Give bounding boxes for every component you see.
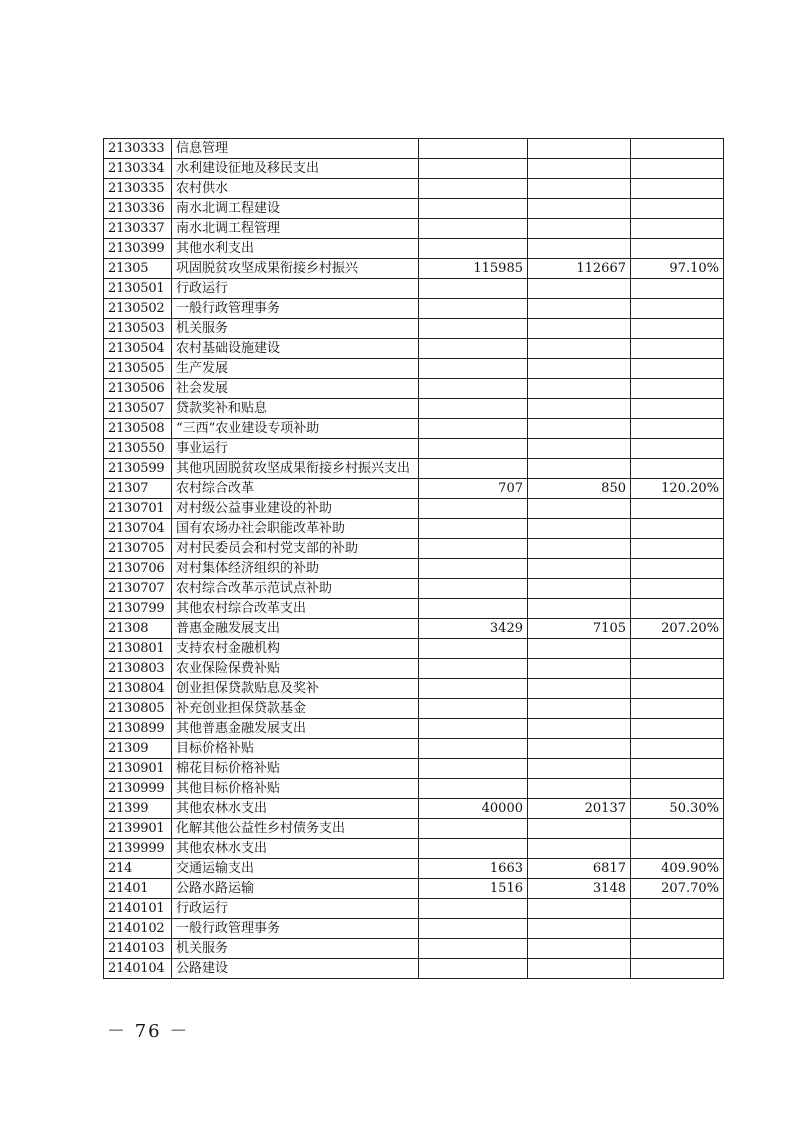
percent-cell [631, 439, 724, 459]
percent-cell [631, 779, 724, 799]
code-cell: 2130706 [104, 559, 172, 579]
name-cell: 贷款奖补和贴息 [172, 399, 419, 419]
value-cell [528, 579, 631, 599]
percent-cell: 207.20% [631, 619, 724, 639]
percent-cell [631, 199, 724, 219]
table-row [104, 519, 724, 539]
value-cell: 1516 [419, 879, 528, 899]
code-cell: 2130803 [104, 659, 172, 679]
percent-cell [631, 459, 724, 479]
value-cell [528, 459, 631, 479]
table-row [104, 919, 724, 939]
percent-cell [631, 599, 724, 619]
value-cell [419, 419, 528, 439]
table-row [104, 559, 724, 579]
table-row [104, 839, 724, 859]
value-cell [528, 179, 631, 199]
code-cell: 2130501 [104, 279, 172, 299]
table-row [104, 219, 724, 239]
name-cell: 目标价格补贴 [172, 739, 419, 759]
percent-cell: 207.70% [631, 879, 724, 899]
code-cell: 21309 [104, 739, 172, 759]
table-row [104, 859, 724, 879]
percent-cell [631, 299, 724, 319]
table-row [104, 459, 724, 479]
percent-cell [631, 659, 724, 679]
value-cell: 115985 [419, 259, 528, 279]
code-cell: 2130801 [104, 639, 172, 659]
percent-cell [631, 739, 724, 759]
value-cell [528, 419, 631, 439]
budget-table-body [104, 139, 724, 979]
name-cell: 其他农林水支出 [172, 839, 419, 859]
value-cell: 40000 [419, 799, 528, 819]
name-cell: 巩固脱贫攻坚成果衔接乡村振兴 [172, 259, 419, 279]
name-cell: 信息管理 [172, 139, 419, 159]
value-cell [528, 359, 631, 379]
value-cell [528, 759, 631, 779]
name-cell: 公路建设 [172, 959, 419, 979]
value-cell [419, 939, 528, 959]
code-cell: 2130337 [104, 219, 172, 239]
value-cell [419, 359, 528, 379]
value-cell [419, 179, 528, 199]
table-row [104, 359, 724, 379]
value-cell [419, 159, 528, 179]
table-row [104, 659, 724, 679]
value-cell [528, 739, 631, 759]
value-cell [419, 239, 528, 259]
value-cell [528, 219, 631, 239]
code-cell: 2130707 [104, 579, 172, 599]
percent-cell [631, 839, 724, 859]
code-cell: 2130506 [104, 379, 172, 399]
table-row [104, 419, 724, 439]
name-cell: 南水北调工程建设 [172, 199, 419, 219]
value-cell [419, 539, 528, 559]
value-cell [528, 719, 631, 739]
code-cell: 2130799 [104, 599, 172, 619]
value-cell [528, 639, 631, 659]
value-cell [528, 279, 631, 299]
percent-cell [631, 679, 724, 699]
percent-cell [631, 139, 724, 159]
name-cell: 农村供水 [172, 179, 419, 199]
percent-cell [631, 939, 724, 959]
percent-cell [631, 719, 724, 739]
name-cell: 其他目标价格补贴 [172, 779, 419, 799]
code-cell: 2139901 [104, 819, 172, 839]
percent-cell [631, 899, 724, 919]
value-cell [419, 759, 528, 779]
value-cell [419, 779, 528, 799]
table-row [104, 199, 724, 219]
value-cell [419, 499, 528, 519]
table-row [104, 739, 724, 759]
percent-cell [631, 559, 724, 579]
code-cell: 2130804 [104, 679, 172, 699]
value-cell [528, 899, 631, 919]
percent-cell [631, 379, 724, 399]
value-cell [419, 199, 528, 219]
name-cell: 事业运行 [172, 439, 419, 459]
value-cell: 850 [528, 479, 631, 499]
code-cell: 2130705 [104, 539, 172, 559]
table-row [104, 379, 724, 399]
table-row [104, 259, 724, 279]
value-cell [528, 819, 631, 839]
value-cell [419, 639, 528, 659]
percent-cell [631, 539, 724, 559]
name-cell: 水利建设征地及移民支出 [172, 159, 419, 179]
table-row [104, 939, 724, 959]
code-cell: 2130508 [104, 419, 172, 439]
value-cell: 707 [419, 479, 528, 499]
percent-cell [631, 519, 724, 539]
name-cell: 支持农村金融机构 [172, 639, 419, 659]
value-cell [419, 519, 528, 539]
name-cell: 对村集体经济组织的补助 [172, 559, 419, 579]
percent-cell [631, 219, 724, 239]
code-cell: 21399 [104, 799, 172, 819]
percent-cell [631, 179, 724, 199]
percent-cell [631, 759, 724, 779]
code-cell: 2130505 [104, 359, 172, 379]
value-cell [419, 439, 528, 459]
value-cell: 6817 [528, 859, 631, 879]
table-row [104, 299, 724, 319]
value-cell [419, 459, 528, 479]
name-cell: 南水北调工程管理 [172, 219, 419, 239]
table-row [104, 579, 724, 599]
value-cell [419, 839, 528, 859]
table-row [104, 179, 724, 199]
name-cell: 生产发展 [172, 359, 419, 379]
value-cell [528, 519, 631, 539]
name-cell: 棉花目标价格补贴 [172, 759, 419, 779]
percent-cell [631, 959, 724, 979]
code-cell: 21307 [104, 479, 172, 499]
table-row [104, 799, 724, 819]
name-cell: 农村综合改革示范试点补助 [172, 579, 419, 599]
code-cell: 2130704 [104, 519, 172, 539]
value-cell [528, 399, 631, 419]
name-cell: 农村综合改革 [172, 479, 419, 499]
value-cell [528, 499, 631, 519]
code-cell: 2130507 [104, 399, 172, 419]
value-cell [419, 719, 528, 739]
table-row [104, 619, 724, 639]
value-cell [528, 919, 631, 939]
value-cell [419, 299, 528, 319]
page-number: － 76 － [107, 1021, 190, 1042]
percent-cell: 120.20% [631, 479, 724, 499]
code-cell: 21308 [104, 619, 172, 639]
value-cell [419, 919, 528, 939]
value-cell [528, 539, 631, 559]
name-cell: 国有农场办社会职能改革补助 [172, 519, 419, 539]
code-cell: 2130335 [104, 179, 172, 199]
name-cell: 交通运输支出 [172, 859, 419, 879]
value-cell: 3148 [528, 879, 631, 899]
code-cell: 21401 [104, 879, 172, 899]
value-cell: 3429 [419, 619, 528, 639]
table-row [104, 599, 724, 619]
table-row [104, 479, 724, 499]
name-cell: 其他农林水支出 [172, 799, 419, 819]
table-row [104, 719, 724, 739]
percent-cell [631, 819, 724, 839]
value-cell [528, 239, 631, 259]
code-cell: 2130599 [104, 459, 172, 479]
budget-table [103, 138, 724, 979]
value-cell [528, 679, 631, 699]
percent-cell [631, 159, 724, 179]
percent-cell [631, 359, 724, 379]
name-cell: 机关服务 [172, 319, 419, 339]
percent-cell [631, 499, 724, 519]
code-cell: 2130550 [104, 439, 172, 459]
value-cell [419, 739, 528, 759]
code-cell: 2130999 [104, 779, 172, 799]
code-cell: 2130899 [104, 719, 172, 739]
value-cell [419, 959, 528, 979]
value-cell [528, 299, 631, 319]
code-cell: 214 [104, 859, 172, 879]
code-cell: 2130701 [104, 499, 172, 519]
value-cell [528, 379, 631, 399]
percent-cell [631, 239, 724, 259]
value-cell [528, 699, 631, 719]
value-cell [419, 379, 528, 399]
value-cell: 112667 [528, 259, 631, 279]
value-cell [419, 339, 528, 359]
code-cell: 21305 [104, 259, 172, 279]
code-cell: 2130336 [104, 199, 172, 219]
percent-cell [631, 399, 724, 419]
value-cell [419, 219, 528, 239]
code-cell: 2140104 [104, 959, 172, 979]
value-cell [419, 399, 528, 419]
name-cell: 其他普惠金融发展支出 [172, 719, 419, 739]
percent-cell [631, 639, 724, 659]
table-row [104, 399, 724, 419]
code-cell: 2140101 [104, 899, 172, 919]
value-cell [528, 659, 631, 679]
name-cell: 其他水利支出 [172, 239, 419, 259]
name-cell: 普惠金融发展支出 [172, 619, 419, 639]
value-cell [419, 139, 528, 159]
value-cell [528, 939, 631, 959]
name-cell: 机关服务 [172, 939, 419, 959]
table-row [104, 499, 724, 519]
name-cell: 化解其他公益性乡村债务支出 [172, 819, 419, 839]
code-cell: 2140102 [104, 919, 172, 939]
table-row [104, 139, 724, 159]
table-row [104, 899, 724, 919]
name-cell: 对村级公益事业建设的补助 [172, 499, 419, 519]
value-cell [528, 339, 631, 359]
name-cell: 农业保险保费补贴 [172, 659, 419, 679]
table-row [104, 759, 724, 779]
code-cell: 2139999 [104, 839, 172, 859]
value-cell [528, 199, 631, 219]
value-cell [419, 559, 528, 579]
percent-cell [631, 579, 724, 599]
value-cell [419, 279, 528, 299]
code-cell: 2130901 [104, 759, 172, 779]
table-row [104, 339, 724, 359]
value-cell [528, 439, 631, 459]
value-cell: 20137 [528, 799, 631, 819]
value-cell [419, 659, 528, 679]
table-row [104, 699, 724, 719]
percent-cell [631, 279, 724, 299]
code-cell: 2130503 [104, 319, 172, 339]
table-row [104, 279, 724, 299]
name-cell: 补充创业担保贷款基金 [172, 699, 419, 719]
table-row [104, 439, 724, 459]
code-cell: 2130334 [104, 159, 172, 179]
value-cell [528, 779, 631, 799]
name-cell: 行政运行 [172, 899, 419, 919]
percent-cell [631, 339, 724, 359]
value-cell [419, 899, 528, 919]
code-cell: 2140103 [104, 939, 172, 959]
value-cell [419, 579, 528, 599]
percent-cell [631, 919, 724, 939]
percent-cell [631, 319, 724, 339]
value-cell [419, 679, 528, 699]
value-cell [419, 699, 528, 719]
name-cell: 行政运行 [172, 279, 419, 299]
name-cell: 创业担保贷款贴息及奖补 [172, 679, 419, 699]
percent-cell [631, 419, 724, 439]
value-cell: 7105 [528, 619, 631, 639]
table-row [104, 959, 724, 979]
name-cell: 农村基础设施建设 [172, 339, 419, 359]
value-cell [419, 599, 528, 619]
value-cell [528, 319, 631, 339]
value-cell [528, 599, 631, 619]
table-row [104, 679, 724, 699]
name-cell: “三西”农业建设专项补助 [172, 419, 419, 439]
value-cell [528, 559, 631, 579]
name-cell: 一般行政管理事务 [172, 919, 419, 939]
percent-cell: 97.10% [631, 259, 724, 279]
percent-cell: 50.30% [631, 799, 724, 819]
code-cell: 2130805 [104, 699, 172, 719]
code-cell: 2130502 [104, 299, 172, 319]
name-cell: 其他农村综合改革支出 [172, 599, 419, 619]
value-cell [419, 819, 528, 839]
name-cell: 一般行政管理事务 [172, 299, 419, 319]
table-row [104, 879, 724, 899]
table-row [104, 539, 724, 559]
percent-cell: 409.90% [631, 859, 724, 879]
name-cell: 其他巩固脱贫攻坚成果衔接乡村振兴支出 [172, 459, 419, 479]
value-cell [528, 839, 631, 859]
value-cell [528, 959, 631, 979]
value-cell: 1663 [419, 859, 528, 879]
percent-cell [631, 699, 724, 719]
value-cell [528, 139, 631, 159]
code-cell: 2130333 [104, 139, 172, 159]
table-row [104, 819, 724, 839]
value-cell [528, 159, 631, 179]
table-row [104, 639, 724, 659]
value-cell [419, 319, 528, 339]
code-cell: 2130504 [104, 339, 172, 359]
table-row [104, 779, 724, 799]
name-cell: 对村民委员会和村党支部的补助 [172, 539, 419, 559]
table-row [104, 159, 724, 179]
name-cell: 社会发展 [172, 379, 419, 399]
code-cell: 2130399 [104, 239, 172, 259]
table-row [104, 239, 724, 259]
name-cell: 公路水路运输 [172, 879, 419, 899]
table-row [104, 319, 724, 339]
